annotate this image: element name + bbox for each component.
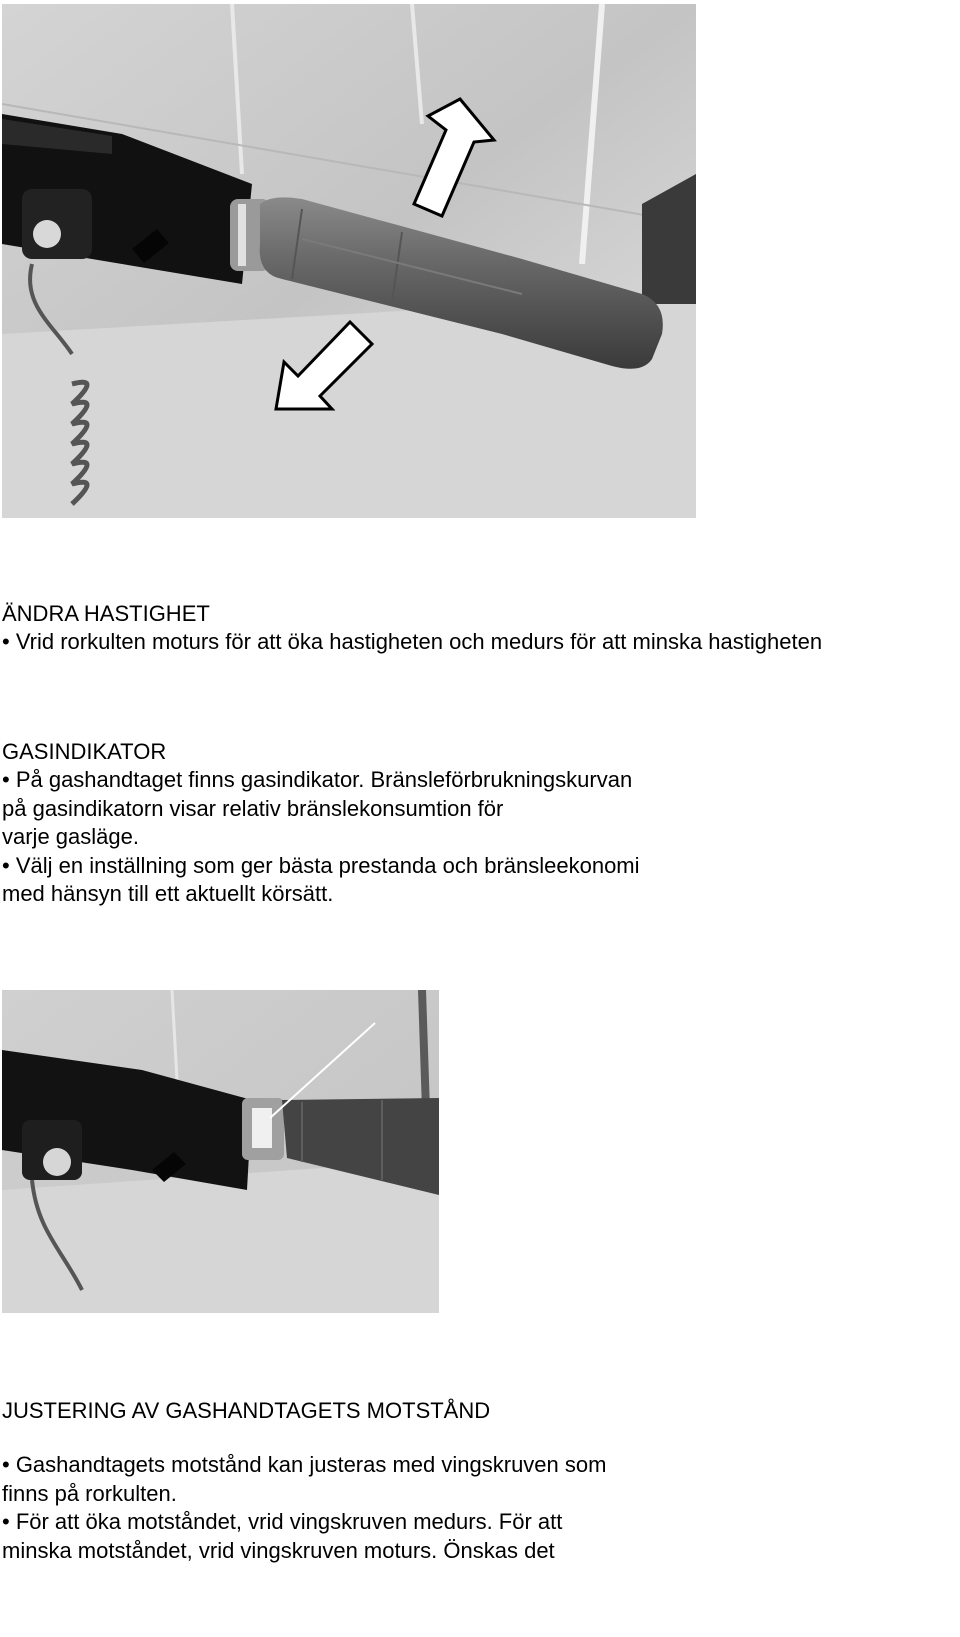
section-heading: JUSTERING AV GASHANDTAGETS MOTSTÅND	[2, 1398, 491, 1423]
section-change-speed	[2, 600, 952, 657]
body-line: finns på rorkulten.	[2, 1480, 177, 1506]
section-heading: ÄNDRA HASTIGHET	[2, 601, 210, 626]
body-line: varje gasläge.	[2, 824, 139, 849]
body-line: med hänsyn till ett aktuellt körsätt.	[2, 881, 334, 906]
body-line: • Välj en inställning som ger bästa prestanda och bränsleekonomi	[2, 852, 640, 878]
body-line: • Vrid rorkulten moturs för att öka hastigheten och medurs för att minska hastigheten	[2, 629, 823, 654]
throttle-indicator-photo	[2, 990, 439, 1313]
section-heading: GASINDIKATOR	[2, 739, 167, 764]
body-line: • Gashandtagets motstånd kan justeras med vingskruven som	[2, 1452, 607, 1477]
section-throttle-indicator	[2, 738, 952, 909]
body-line: minska motståndet, vrid vingskruven moturs. Önskas det	[2, 1537, 555, 1563]
body-line: • På gashandtaget finns gasindikator. Bränsleförbrukningskurvan	[2, 767, 633, 792]
body-line: på gasindikatorn visar relativ bränslekonsumtion för	[2, 795, 504, 821]
tiller-twist-grip-photo	[2, 4, 696, 518]
body-line: • För att öka motståndet, vrid vingskruven medurs. För att	[2, 1509, 563, 1534]
section-throttle-resistance	[2, 1397, 952, 1565]
